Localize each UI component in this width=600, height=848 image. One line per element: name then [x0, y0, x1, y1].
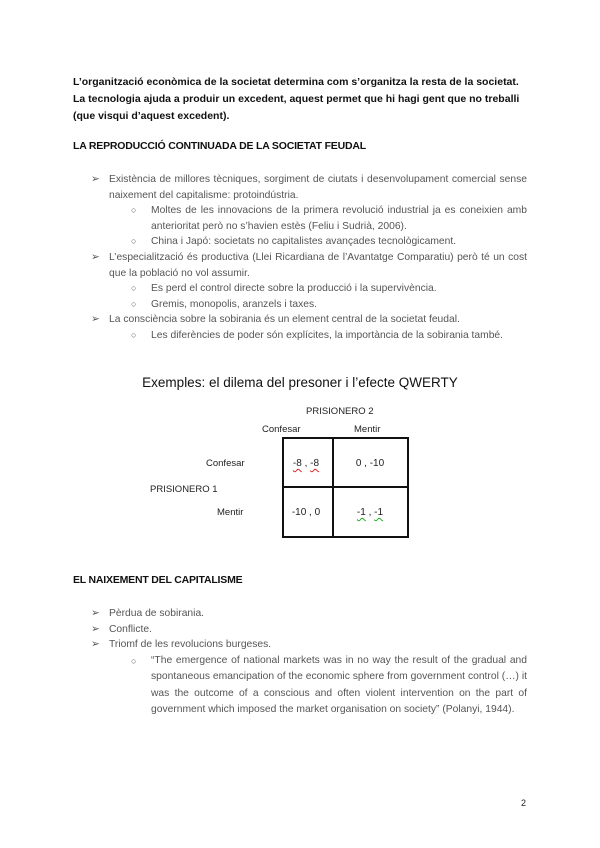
list-item: ➢ Pèrdua de sobirania. [91, 606, 527, 622]
circle-bullet-icon: ○ [131, 236, 137, 247]
payoff-value: -1 [374, 507, 384, 518]
column-label-confesar: Confesar [262, 424, 301, 435]
circle-bullet-icon: ○ [131, 283, 137, 294]
arrow-bullet-icon: ➢ [91, 623, 100, 635]
circle-bullet-icon: ○ [131, 329, 137, 340]
page-number: 2 [521, 798, 527, 808]
figure-title: Exemples: el dilema del presoner i l’efecte QWERTY [142, 375, 458, 390]
list-item: ➢ Triomf de les revolucions burgeses. [91, 637, 527, 653]
sub-list-item: ○ Les diferències de poder són explícites, la importància de la sobirania també. [131, 328, 527, 344]
payoff-cell-mentir-mentir: -1 , -1 [356, 507, 384, 518]
list-item: ➢ Existència de millores tècniques, sorgiment de ciutats i desenvolupament comercial sense naixement del capitalisme: protoindústria. [91, 174, 527, 201]
sub-list-item: ○ China i Japó: societats no capitalistes avançades tecnològicament. [131, 234, 527, 250]
matrix-divider-horizontal [284, 486, 407, 488]
arrow-bullet-icon: ➢ [91, 174, 100, 185]
circle-bullet-icon: ○ [131, 655, 137, 666]
intro-line-3: (que visqui d’aquest excedent). [73, 110, 230, 122]
circle-bullet-icon: ○ [131, 298, 137, 309]
feudal-bullet-list [91, 172, 527, 344]
circle-bullet-icon: ○ [131, 205, 137, 216]
polanyi-quote: “The emergence of national markets was in no way the result of the gradual and spontaneous emancipation of the economic sphere from government control (…) it was the outcome of a conscious and often violent intervention on the part of government which imposed the market organisation on society” (Polanyi, 1944). [151, 654, 527, 715]
quote-item [131, 653, 527, 719]
arrow-bullet-icon: ➢ [91, 608, 100, 619]
payoff-value: -8 [292, 458, 302, 469]
intro-line-2: La tecnologia ajuda a produir un excedent, aquest permet que hi hagi gent que no treballi [73, 93, 520, 105]
payoff-cell-confesar-mentir: 0 , -10 [355, 458, 385, 469]
payoff-value: -1 [356, 507, 366, 518]
column-label-mentir: Mentir [354, 424, 381, 435]
arrow-bullet-icon: ➢ [91, 639, 100, 651]
arrow-bullet-icon: ➢ [91, 251, 100, 263]
arrow-bullet-icon: ➢ [91, 314, 100, 326]
capitalism-bullet-list [91, 606, 527, 718]
row-player-label: PRISIONERO 1 [150, 484, 218, 495]
payoff-cell-mentir-confesar: -10 , 0 [291, 507, 321, 518]
sub-list-item: ○ Gremis, monopolis, aranzels i taxes. [131, 297, 527, 313]
intro-paragraph [73, 74, 543, 125]
list-item: ➢ Conflicte. [91, 622, 527, 638]
list-item: ➢ La consciència sobre la sobirania és un element central de la societat feudal. [91, 312, 527, 328]
sub-list-item: ○ Moltes de les innovacions de la primera revolució industrial ja es coneixien amb anterioritat però no s’havien estès (Feliu i Sudrià, 2006). [131, 205, 527, 232]
row-label-mentir: Mentir [217, 507, 244, 518]
payoff-cell-confesar-confesar: -8 , -8 [292, 458, 320, 469]
sub-list-item: ○ Es perd el control directe sobre la producció i la supervivència. [131, 281, 527, 297]
payoff-matrix [282, 437, 409, 538]
section-heading-feudal: LA REPRODUCCIÓ CONTINUADA DE LA SOCIETAT FEUDAL [73, 140, 366, 152]
list-item: ➢ L’especialització és productiva (Llei Ricardiana de l’Avantatge Comparatiu) però té un cost que la població no vol assumir. [91, 251, 527, 279]
row-label-confesar: Confesar [206, 458, 245, 469]
column-player-label: PRISIONERO 2 [306, 406, 374, 417]
payoff-value: -8 [310, 458, 320, 469]
section-heading-capitalism: EL NAIXEMENT DEL CAPITALISME [73, 574, 243, 586]
intro-line-1: L’organització econòmica de la societat determina com s’organitza la resta de la societat. [73, 76, 519, 88]
